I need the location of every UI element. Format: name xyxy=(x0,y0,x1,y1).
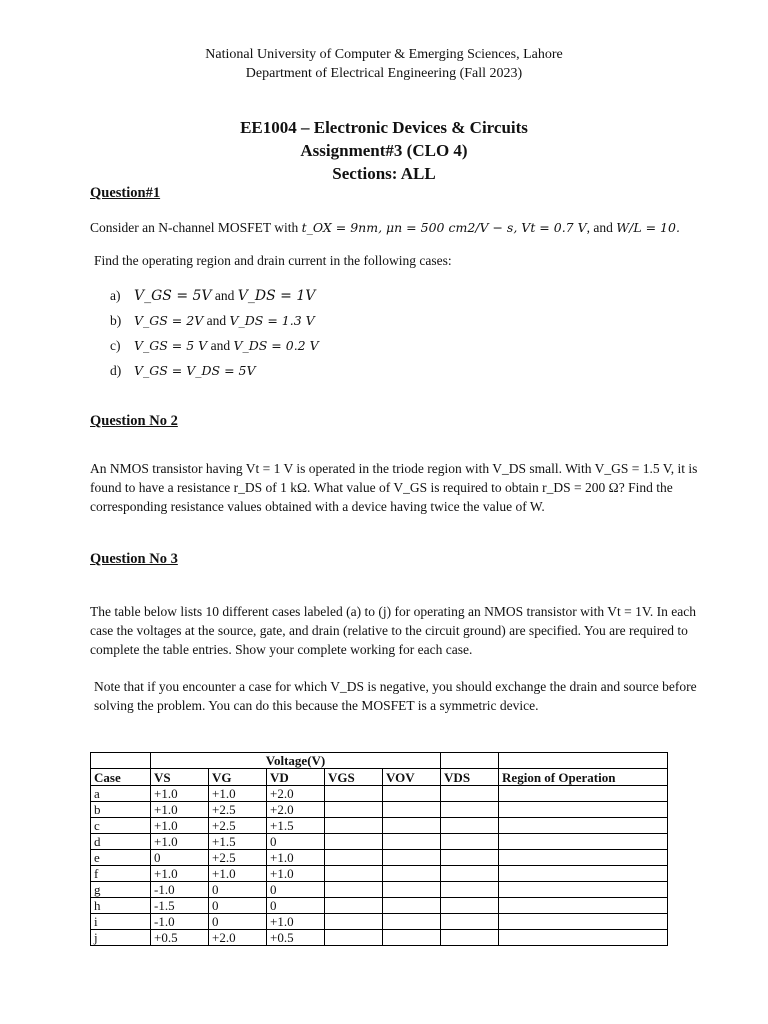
table-cell[interactable] xyxy=(499,802,668,818)
table-cell[interactable] xyxy=(383,930,441,946)
q1-heading: Question#1 xyxy=(90,185,161,201)
table-cell[interactable] xyxy=(325,898,383,914)
table-cell[interactable] xyxy=(441,898,499,914)
table-cell[interactable] xyxy=(325,930,383,946)
q1-case-d xyxy=(110,358,319,383)
table-cell: +1.5 xyxy=(209,834,267,850)
q1-task: Find the operating region and drain current in the following cases: xyxy=(94,253,452,268)
table-cell[interactable] xyxy=(441,914,499,930)
col-header-vov: VOV xyxy=(383,769,441,786)
table-cell: b xyxy=(91,802,151,818)
table-cell[interactable] xyxy=(325,850,383,866)
table-row xyxy=(91,930,668,946)
table-cell[interactable] xyxy=(383,882,441,898)
table-cell: 0 xyxy=(151,850,209,866)
case-vds: V_DS = 0.2 V xyxy=(233,338,319,353)
table-cell: -1.0 xyxy=(151,882,209,898)
case-and: and xyxy=(211,288,238,303)
table-cell[interactable] xyxy=(325,834,383,850)
table-cell[interactable] xyxy=(441,930,499,946)
table-cell[interactable] xyxy=(499,898,668,914)
table-row xyxy=(91,850,668,866)
table-cell: 0 xyxy=(209,898,267,914)
table-cell[interactable] xyxy=(325,866,383,882)
table-cell: +1.0 xyxy=(151,818,209,834)
q1-intro-math: t_OX = 9nm, μn = 500 cm2/V − s, Vt = 0.7 V xyxy=(301,220,587,235)
table-cell: +2.5 xyxy=(209,802,267,818)
table-group-header-row xyxy=(91,753,668,769)
table-cell: c xyxy=(91,818,151,834)
table-cell[interactable] xyxy=(325,914,383,930)
table-cell[interactable] xyxy=(499,834,668,850)
table-cell[interactable] xyxy=(441,882,499,898)
table-cell[interactable] xyxy=(441,866,499,882)
case-vds: V_DS = 1V xyxy=(237,288,316,304)
col-header-vd: VD xyxy=(267,769,325,786)
table-cell: +1.5 xyxy=(267,818,325,834)
col-header-region: Region of Operation xyxy=(499,769,668,786)
table-cell[interactable] xyxy=(383,802,441,818)
col-header-vds: VDS xyxy=(441,769,499,786)
department-line: Department of Electrical Engineering (Fall 2023) xyxy=(245,66,523,81)
table-cell[interactable] xyxy=(383,818,441,834)
table-cell: f xyxy=(91,866,151,882)
table-cell: j xyxy=(91,930,151,946)
q3-heading: Question No 3 xyxy=(90,551,178,567)
table-cell: +0.5 xyxy=(151,930,209,946)
table-cell[interactable] xyxy=(441,802,499,818)
voltage-group-header: Voltage(V) xyxy=(151,753,441,769)
table-row xyxy=(91,818,668,834)
table-cell[interactable] xyxy=(325,818,383,834)
table-cell[interactable] xyxy=(441,850,499,866)
case-vgs: V_GS = 2V xyxy=(134,313,204,328)
q1-case-c xyxy=(110,333,319,358)
q2-text: An NMOS transistor having Vt = 1 V is operated in the triode region with V_DS small. With V_GS = 1.5 V, it is found to have a resistance r_DS of 1 kΩ. What value of V_GS is required to obtain r_DS = 200 Ω? Find the corresponding resistance values obtained with a device having twice the value of W. xyxy=(90,461,698,514)
table-cell[interactable] xyxy=(499,930,668,946)
table-cell: +1.0 xyxy=(209,866,267,882)
case-vgs: V_GS = 5 V xyxy=(134,338,208,353)
table-row xyxy=(91,882,668,898)
case-label: c) xyxy=(110,338,121,353)
table-cell: -1.5 xyxy=(151,898,209,914)
table-cell[interactable] xyxy=(325,786,383,802)
table-row xyxy=(91,914,668,930)
q1-case-b xyxy=(110,308,319,333)
q1-case-a xyxy=(110,283,319,308)
q3-text1: The table below lists 10 different cases labeled (a) to (j) for operating an NMOS transistor with Vt = 1V. In each case the voltages at the source, gate, and drain (relative to the circuit ground) are specified. You are required to complete the table entries. Show your complete working for each case. xyxy=(90,604,696,657)
table-cell xyxy=(499,753,668,769)
table-cell: +1.0 xyxy=(267,850,325,866)
table-cell: -1.0 xyxy=(151,914,209,930)
table-cell xyxy=(441,753,499,769)
q1-case-list xyxy=(110,283,319,383)
table-cell[interactable] xyxy=(383,898,441,914)
table-cell: 0 xyxy=(209,914,267,930)
case-label: d) xyxy=(110,363,122,378)
table-cell[interactable] xyxy=(383,866,441,882)
table-cell[interactable] xyxy=(499,818,668,834)
q1-intro xyxy=(90,218,705,237)
table-cell: +0.5 xyxy=(267,930,325,946)
col-header-vgs: VGS xyxy=(325,769,383,786)
table-cell: +1.0 xyxy=(267,866,325,882)
table-cell: +2.0 xyxy=(267,786,325,802)
table-cell: +1.0 xyxy=(267,914,325,930)
table-cell: h xyxy=(91,898,151,914)
case-and: and xyxy=(207,338,234,353)
university-name: National University of Computer & Emerging Sciences, Lahore xyxy=(205,47,563,62)
table-cell: a xyxy=(91,786,151,802)
q1-intro-prefix: Consider an N-channel MOSFET with xyxy=(90,220,302,235)
table-cell[interactable] xyxy=(441,786,499,802)
table-cell xyxy=(91,753,151,769)
voltage-table xyxy=(90,752,668,946)
table-cell: +1.0 xyxy=(151,834,209,850)
table-cell: +2.5 xyxy=(209,850,267,866)
table-cell: d xyxy=(91,834,151,850)
table-cell: +1.0 xyxy=(151,866,209,882)
table-cell[interactable] xyxy=(499,786,668,802)
table-cell: +2.0 xyxy=(267,802,325,818)
table-cell: 0 xyxy=(209,882,267,898)
sections-title: Sections: ALL xyxy=(332,164,436,183)
table-cell: 0 xyxy=(267,882,325,898)
q1-intro-and: , and xyxy=(586,220,617,235)
table-cell: i xyxy=(91,914,151,930)
col-header-vs: VS xyxy=(151,769,209,786)
table-cell[interactable] xyxy=(325,802,383,818)
course-title: EE1004 – Electronic Devices & Circuits xyxy=(240,118,528,137)
case-vds: V_DS = 1.3 V xyxy=(229,313,315,328)
table-cell: 0 xyxy=(267,834,325,850)
table-row xyxy=(91,898,668,914)
table-cell[interactable] xyxy=(499,914,668,930)
table-row xyxy=(91,866,668,882)
table-cell[interactable] xyxy=(383,834,441,850)
q2-heading: Question No 2 xyxy=(90,413,178,429)
table-cell: +2.5 xyxy=(209,818,267,834)
case-label: b) xyxy=(110,313,122,328)
table-row xyxy=(91,786,668,802)
table-cell[interactable] xyxy=(499,882,668,898)
table-cell[interactable] xyxy=(383,850,441,866)
table-cell: +2.0 xyxy=(209,930,267,946)
q1-intro-ratio: W/L = 10. xyxy=(616,220,680,235)
table-cell[interactable] xyxy=(325,882,383,898)
table-cell[interactable] xyxy=(499,866,668,882)
table-cell[interactable] xyxy=(441,818,499,834)
table-cell: e xyxy=(91,850,151,866)
q3-text2: Note that if you encounter a case for which V_DS is negative, you should exchange the drain and source before solving the problem. You can do this because the MOSFET is a symmetric device. xyxy=(94,679,697,713)
table-row xyxy=(91,802,668,818)
table-cell: g xyxy=(91,882,151,898)
table-cell: 0 xyxy=(267,898,325,914)
table-cell[interactable] xyxy=(383,786,441,802)
table-row xyxy=(91,834,668,850)
col-header-case: Case xyxy=(91,769,151,786)
table-body xyxy=(91,786,668,946)
table-header-row xyxy=(91,769,668,786)
col-header-vg: VG xyxy=(209,769,267,786)
table-cell[interactable] xyxy=(499,850,668,866)
table-cell[interactable] xyxy=(441,834,499,850)
assignment-title: Assignment#3 (CLO 4) xyxy=(300,141,468,160)
case-vgs: V_GS = 5V xyxy=(134,288,212,304)
table-cell: +1.0 xyxy=(209,786,267,802)
case-and: and xyxy=(203,313,230,328)
case-label: a) xyxy=(110,288,121,303)
table-cell: +1.0 xyxy=(151,802,209,818)
case-vgs: V_GS = V_DS = 5V xyxy=(134,363,256,378)
table-cell[interactable] xyxy=(383,914,441,930)
table-cell: +1.0 xyxy=(151,786,209,802)
